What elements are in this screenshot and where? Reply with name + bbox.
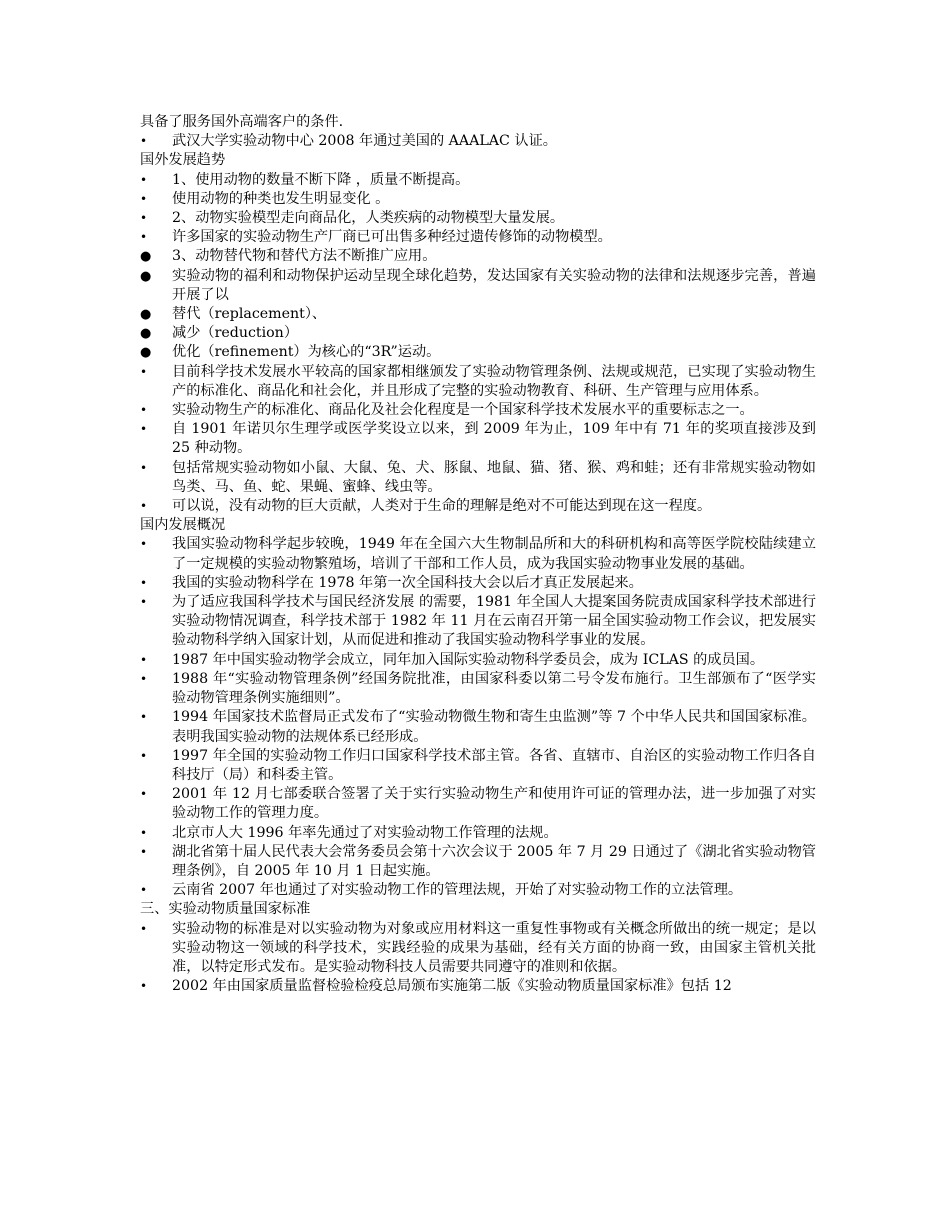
bullet-icon: • <box>140 671 148 686</box>
bullet-icon: • <box>140 921 148 936</box>
bullet-icon: ● <box>140 307 152 323</box>
list-item-text: 1994 年国家技术监督局正式发布了“实验动物微生物和寄生虫监测”等 7 个中华人民共和国国家标准。表明我国实验动物的法规体系已经形成。 <box>172 709 816 745</box>
list-item-text: 武汉大学实验动物中心 2008 年通过美国的 AAALAC 认证。 <box>172 133 557 150</box>
bullet-icon: • <box>140 134 148 149</box>
list-item-text: 替代（replacement）、 <box>172 306 327 323</box>
list-item <box>140 324 816 343</box>
list-item-text: 我国的实验动物科学在 1978 年第一次全国科技大会以后才真正发展起来。 <box>172 574 643 591</box>
list-item-text: 1、使用动物的数量不断下降 ，质量不断提高。 <box>172 171 470 188</box>
list-item <box>140 670 816 708</box>
list-item-text: 湖北省第十届人民代表大会常务委员会第十六次会议于 2005 年 7 月 29 日通过了《湖北省实验动物管理条例》，自 2005 年 10 月 1 日起实施。 <box>172 843 816 879</box>
list-item-text: 实验动物生产的标准化、商品化及社会化程度是一个国家科学技术发展水平的重要标志之一。 <box>172 402 754 419</box>
bullet-icon: ● <box>140 249 152 265</box>
list-item <box>140 132 816 151</box>
text-line: 国内发展概况 <box>140 517 226 534</box>
text-line: 三、实验动物质量国家标准 <box>140 901 311 918</box>
list-item <box>140 843 816 881</box>
bullet-icon: • <box>140 787 148 802</box>
bullet-icon: • <box>140 172 148 187</box>
list-item-text: 使用动物的种类也发生明显变化 。 <box>172 190 390 207</box>
bullet-icon: • <box>140 844 148 859</box>
list-item-text: 1997 年全国的实验动物工作归口国家科学技术部主管。各省、直辖市、自治区的实验动物工作归各自科技厅（局）和科委主管。 <box>172 747 816 783</box>
list-item <box>140 881 816 900</box>
bullet-icon: • <box>140 575 148 590</box>
list-item <box>140 785 816 823</box>
list-item <box>140 401 816 420</box>
list-item <box>140 497 816 516</box>
list-item <box>140 535 816 573</box>
list-item-text: 减少（reduction） <box>172 325 299 342</box>
list-item <box>140 171 816 190</box>
list-item <box>140 920 816 978</box>
list-item-text: 许多国家的实验动物生产厂商已可出售多种经过遗传修饰的动物模型。 <box>172 229 612 246</box>
list-item <box>140 824 816 843</box>
bullet-icon: • <box>140 460 148 475</box>
bullet-icon: • <box>140 364 148 379</box>
bullet-icon: • <box>140 595 148 610</box>
bullet-icon: • <box>140 230 148 245</box>
list-item <box>140 708 816 746</box>
list-item-text: 3、动物替代物和替代方法不断推广应用。 <box>172 248 437 265</box>
bullet-icon: ● <box>140 345 152 361</box>
bullet-icon: • <box>140 211 148 226</box>
text-line: 国外发展趋势 <box>140 152 226 169</box>
list-item <box>140 363 816 401</box>
list-item-text: 优化（refinement）为核心的“3R”运动。 <box>172 344 441 361</box>
bullet-icon: ● <box>140 326 152 342</box>
list-item <box>140 574 816 593</box>
list-item <box>140 593 816 651</box>
bullet-icon: • <box>140 710 148 725</box>
list-item-text: 2001 年 12 月七部委联合签署了关于实行实验动物生产和使用许可证的管理办法，进一步加强了对实验动物工作的管理力度。 <box>172 786 816 822</box>
list-item-text: 2、动物实验模型走向商品化，人类疾病的动物模型大量发展。 <box>172 210 565 227</box>
list-item-text: 云南省 2007 年也通过了对实验动物工作的管理法规，开始了对实验动物工作的立法管理。 <box>172 882 743 899</box>
bullet-icon: • <box>140 825 148 840</box>
list-item <box>140 343 816 362</box>
list-item-text: 1987 年中国实验动物学会成立，同年加入国际实验动物科学委员会，成为 ICLAS 的成员国。 <box>172 651 765 668</box>
list-item-text: 实验动物的福利和动物保护运动呈现全球化趋势，发达国家有关实验动物的法律和法规逐步完善，普遍开展了以 <box>172 267 816 303</box>
list-item <box>140 459 816 497</box>
list-item-text: 自 1901 年诺贝尔生理学或医学奖设立以来，到 2009 年为止，109 年中有 71 年的奖项直接涉及到 25 种动物。 <box>172 421 816 457</box>
list-item <box>140 305 816 324</box>
bullet-icon: • <box>140 422 148 437</box>
list-item <box>140 747 816 785</box>
list-item-text: 包括常规实验动物如小鼠、大鼠、兔、犬、豚鼠、地鼠、猫、猪、猴、鸡和蛙；还有非常规实验动物如鸟类、马、鱼、蛇、果蝇、蜜蜂、线虫等。 <box>172 459 816 495</box>
list-item-text: 1988 年“实验动物管理条例”经国务院批准，由国家科委以第二号令发布施行。卫生部颁布了“医学实验动物管理条例实施细则”。 <box>172 670 816 707</box>
list-item-text: 为了适应我国科学技术与国民经济发展 的需要，1981 年全国人大提案国务院责成国家科学技术部进行实验动物情况调查，科学技术部于 1982 年 11 月在云南召开第一届全国实验动物工作会议，把发展实验动物科学纳入国家计划，从而促进和推动了我国实验动物科学事业的发展。 <box>172 594 816 649</box>
list-item-text: 北京市人大 1996 年率先通过了对实验动物工作管理的法规。 <box>172 824 558 841</box>
list-item-text: 我国实验动物科学起步较晚，1949 年在全国六大生物制品所和大的科研机构和高等医学院校陆续建立了一定规模的实验动物繁殖场，培训了干部和工作人员，成为我国实验动物事业发展的基础。 <box>172 536 816 572</box>
list-item <box>140 420 816 458</box>
bullet-icon: • <box>140 499 148 514</box>
list-item-text: 实验动物的标准是对以实验动物为对象或应用材料这一重复性事物或有关概念所做出的统一规定；是以实验动物这一领域的科学技术，实践经验的成果为基础，经有关方面的协商一致，由国家主管机关批准，以特定形式发布。是实验动物科技人员需要共同遵守的准则和依据。 <box>172 920 816 975</box>
list-item <box>140 977 816 996</box>
bullet-icon: • <box>140 537 148 552</box>
bullet-icon: • <box>140 748 148 763</box>
bullet-icon: • <box>140 979 148 994</box>
list-item-text: 2002 年由国家质量监督检验检疫总局颁布实施第二版《实验动物质量国家标准》包括 12 <box>172 978 732 995</box>
bullet-icon: • <box>140 191 148 206</box>
list-item <box>140 651 816 670</box>
list-item-text: 可以说，没有动物的巨大贡献，人类对于生命的理解是绝对不可能达到现在这一程度。 <box>172 498 712 515</box>
bullet-icon: • <box>140 403 148 418</box>
list-item-text: 目前科学技术发展水平较高的国家都相继颁发了实验动物管理条例、法规或规范，已实现了实验动物生产的标准化、商品化和社会化，并且形成了完整的实验动物教育、科研、生产管理与应用体系。 <box>172 363 816 399</box>
document-body <box>140 113 816 996</box>
list-item <box>140 247 816 266</box>
text-line: 具备了服务国外高端客户的条件. <box>140 114 344 130</box>
bullet-icon: ● <box>140 268 152 284</box>
bullet-icon: • <box>140 652 148 667</box>
list-item <box>140 228 816 247</box>
list-item <box>140 267 816 305</box>
list-item <box>140 209 816 228</box>
list-item <box>140 190 816 209</box>
bullet-icon: • <box>140 883 148 898</box>
